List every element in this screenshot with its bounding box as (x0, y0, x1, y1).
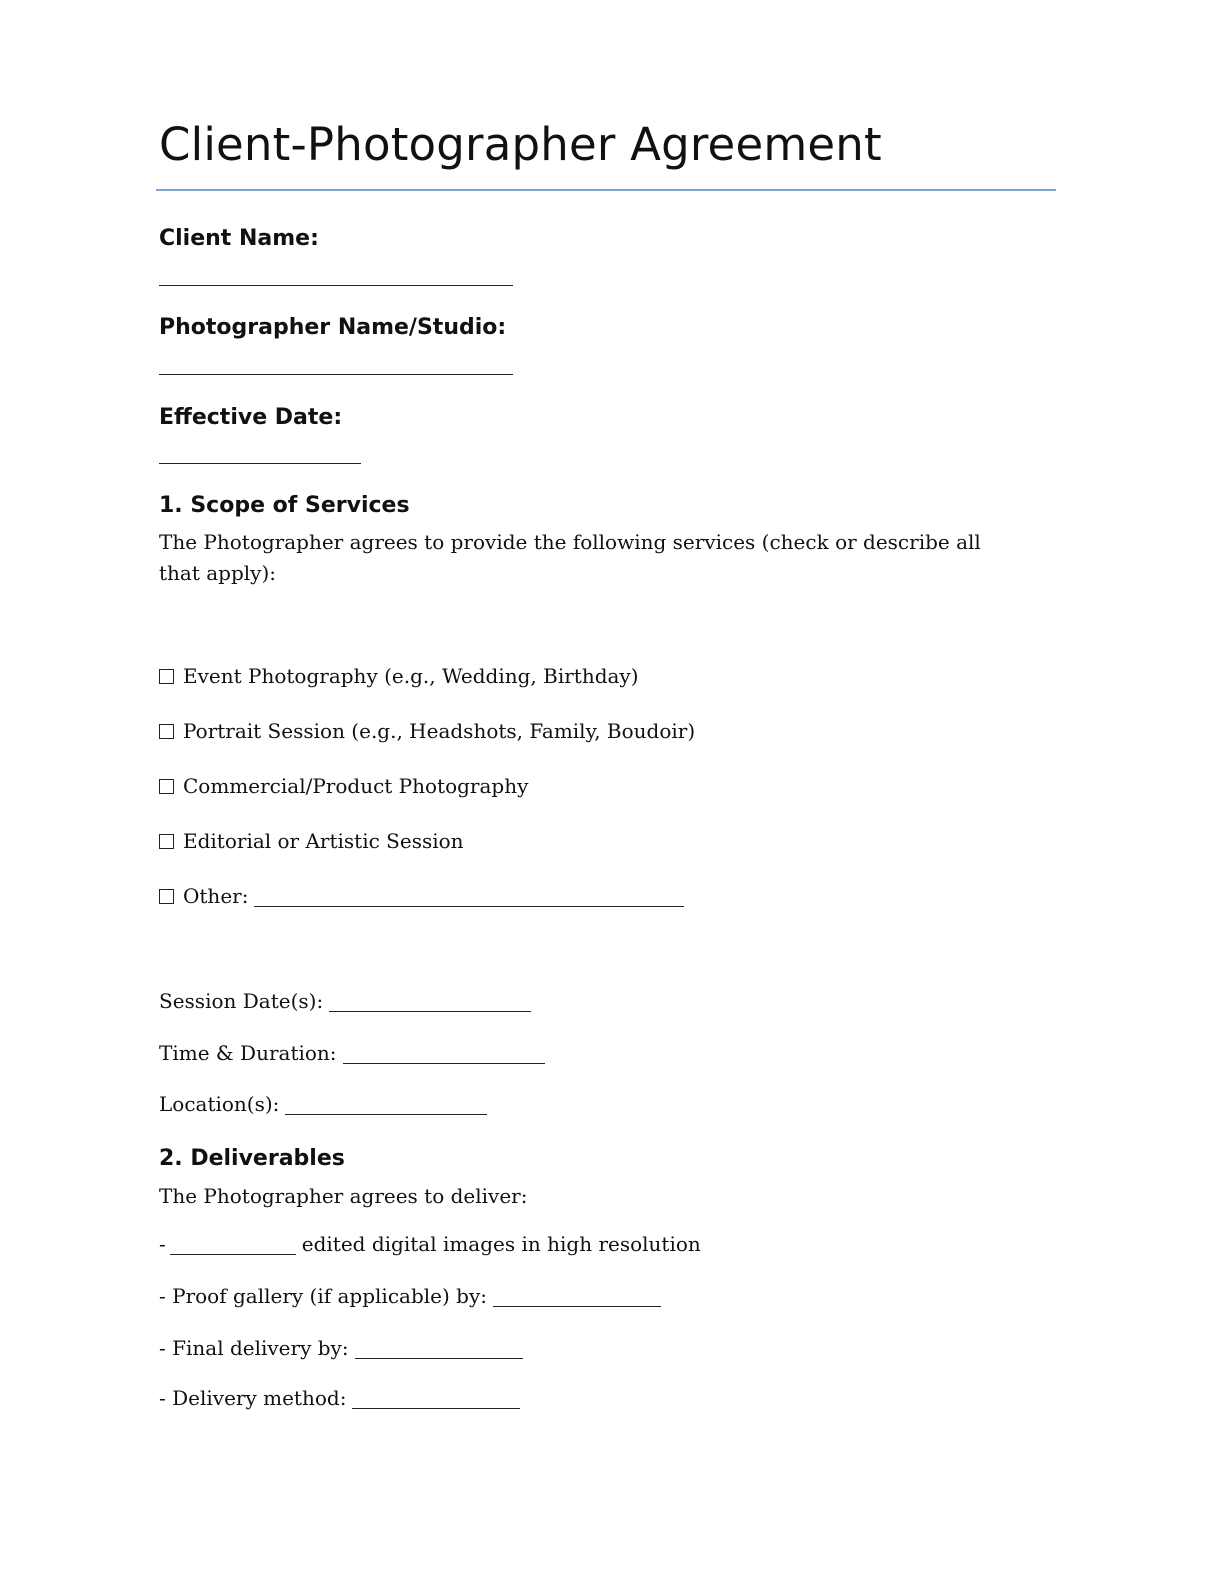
option-label: Event Photography (e.g., Wedding, Birthday) (183, 664, 639, 688)
checkbox[interactable] (159, 779, 174, 794)
title-divider (156, 189, 1056, 191)
locations-label: Location(s): (159, 1092, 280, 1116)
time-duration-label: Time & Duration: (159, 1041, 337, 1065)
client-name-field[interactable] (159, 285, 513, 286)
option-other[interactable] (159, 884, 684, 908)
image-count-field[interactable] (170, 1254, 296, 1255)
deliverable-images-text: edited digital images in high resolution (301, 1232, 701, 1256)
section-deliverables-heading: 2. Deliverables (159, 1146, 345, 1171)
deliverable-final-row (159, 1336, 523, 1360)
section-deliverables-intro: The Photographer agrees to deliver: (159, 1184, 528, 1208)
photographer-name-field[interactable] (159, 374, 513, 375)
proof-gallery-label: - Proof gallery (if applicable) by: (159, 1284, 487, 1308)
document-title: Client-Photographer Agreement (159, 118, 882, 171)
option-portrait-session[interactable] (159, 719, 695, 743)
deliverable-images-row (159, 1232, 701, 1256)
section-scope-intro: The Photographer agrees to provide the following services (check or describe all that apply): (159, 530, 981, 585)
option-commercial-product[interactable] (159, 774, 528, 798)
option-event-photography[interactable] (159, 664, 639, 688)
time-duration-row (159, 1041, 545, 1065)
option-label: Commercial/Product Photography (183, 774, 529, 798)
other-field[interactable] (254, 906, 684, 907)
delivery-method-label: - Delivery method: (159, 1386, 347, 1410)
final-delivery-label: - Final delivery by: (159, 1336, 349, 1360)
proof-gallery-field[interactable] (493, 1306, 661, 1307)
deliverable-method-row (159, 1386, 520, 1410)
section-scope-heading: 1. Scope of Services (159, 493, 410, 518)
client-name-label: Client Name: (159, 226, 319, 251)
option-label: Other: (183, 884, 249, 908)
deliverable-proof-row (159, 1284, 661, 1308)
effective-date-field[interactable] (159, 463, 361, 464)
checkbox[interactable] (159, 669, 174, 684)
session-dates-field[interactable] (329, 1011, 531, 1012)
checkbox[interactable] (159, 834, 174, 849)
locations-field[interactable] (285, 1114, 487, 1115)
checkbox[interactable] (159, 889, 174, 904)
option-editorial-artistic[interactable] (159, 829, 464, 853)
locations-row (159, 1092, 487, 1116)
session-dates-label: Session Date(s): (159, 989, 324, 1013)
option-label: Portrait Session (e.g., Headshots, Family, Boudoir) (183, 719, 696, 743)
session-dates-row (159, 989, 531, 1013)
delivery-method-field[interactable] (352, 1408, 520, 1409)
checkbox[interactable] (159, 724, 174, 739)
effective-date-label: Effective Date: (159, 405, 343, 430)
deliverable-dash: - (159, 1232, 166, 1256)
photographer-name-label: Photographer Name/Studio: (159, 315, 507, 340)
final-delivery-field[interactable] (355, 1358, 523, 1359)
option-label: Editorial or Artistic Session (183, 829, 464, 853)
time-duration-field[interactable] (343, 1063, 545, 1064)
